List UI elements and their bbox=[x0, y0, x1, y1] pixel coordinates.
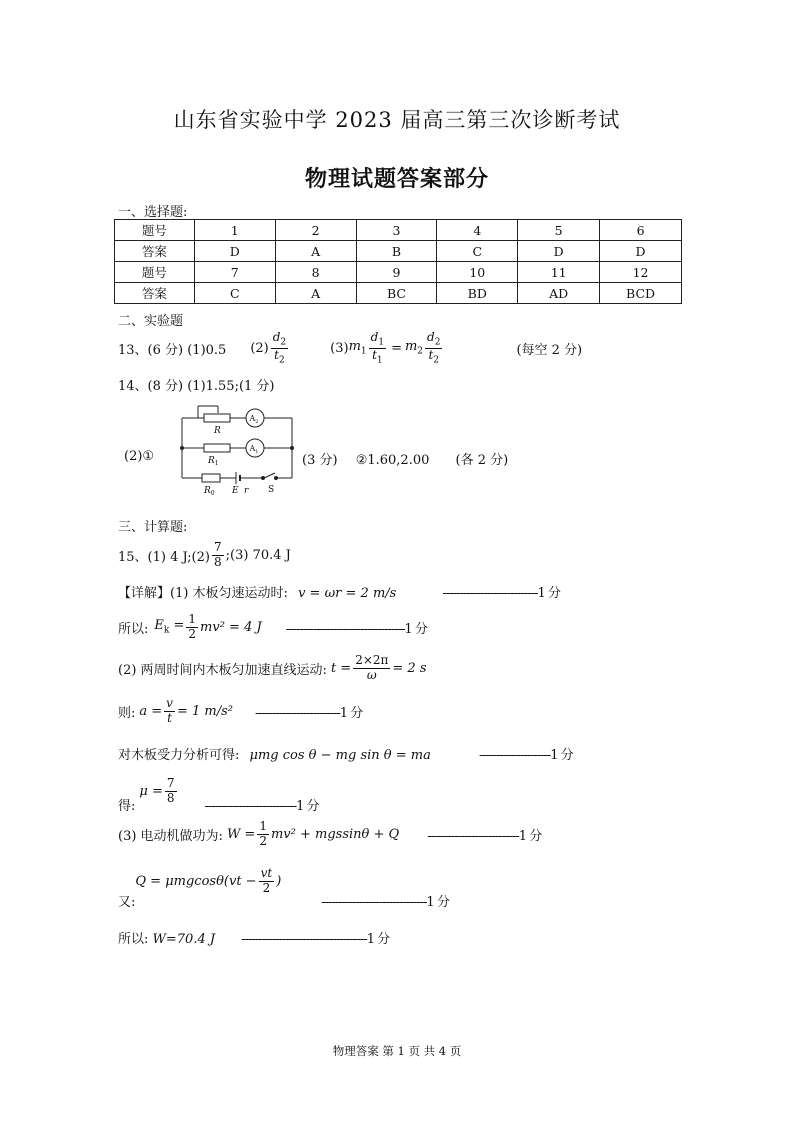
answer-table-row bbox=[115, 262, 682, 283]
q15-summary: 15、(1) 4 J;(2) $\frac{7}{8}$ ;(3) 70.4 J bbox=[118, 539, 291, 569]
answer-table-row bbox=[115, 220, 682, 241]
answer-table-cell: 答案 bbox=[115, 241, 195, 262]
answer-table-cell: 3 bbox=[356, 220, 437, 241]
answer-table-cell: AD bbox=[518, 283, 600, 304]
label-S: S bbox=[268, 485, 275, 495]
detail-line-7: (3) 电动机做功为: W = $\frac{1}{2}$ mv² + mgssinθ + Q ---------------------------1 分 bbox=[118, 818, 542, 848]
detail-line-5: 对木板受力分析可得: μmg cos θ − mg sin θ = ma ---------------------1 分 bbox=[118, 748, 573, 763]
q13-m1: $m_1$ bbox=[348, 339, 367, 357]
ammeter-A1: $A_1$ bbox=[249, 444, 259, 455]
answer-table-cell: C bbox=[194, 283, 275, 304]
ammeter-A2: $A_2$ bbox=[249, 414, 259, 425]
q13-note: (每空 2 分) bbox=[516, 342, 583, 358]
answer-table-cell: BD bbox=[437, 283, 518, 304]
section3-heading: 三、计算题: bbox=[118, 520, 188, 535]
label-R0: $R_0$ bbox=[204, 486, 215, 495]
answer-table-cell: 10 bbox=[437, 262, 518, 283]
answer-table-cell: 8 bbox=[275, 262, 356, 283]
answer-table-row bbox=[115, 241, 682, 262]
multiple-choice-answer-table bbox=[114, 219, 682, 304]
q13-fraction-d2-t2: $\frac{d_2}{t_2}$ bbox=[272, 329, 287, 365]
answer-table-cell: 1 bbox=[194, 220, 275, 241]
q13-prefix: 13、(6 分) (1)0.5 bbox=[118, 342, 227, 358]
q13-answer bbox=[118, 328, 582, 368]
label-R1: $R_1$ bbox=[208, 456, 219, 467]
answer-table-cell: 9 bbox=[356, 262, 437, 283]
answer-table-cell: BC bbox=[356, 283, 437, 304]
q14-part2-label: (2)① bbox=[124, 449, 155, 464]
detail-line-9: 所以: W=70.4 J -------------------------------------1 分 bbox=[118, 932, 390, 947]
detail-line-4: 则: a = $\frac{v}{t}$ = 1 m/s² -------------------------1 分 bbox=[118, 695, 363, 725]
q14-line1: 14、(8 分) (1)1.55;(1 分) bbox=[118, 379, 275, 394]
answer-table-cell: D bbox=[194, 241, 275, 262]
answer-subtitle: 物理试题答案部分 bbox=[304, 167, 489, 192]
section2-heading: 二、实验题 bbox=[118, 314, 184, 329]
answer-table-cell: 6 bbox=[600, 220, 682, 241]
detail-line-1: 【详解】(1) 木板匀速运动时: v = ωr = 2 m/s ----------------------------1 分 bbox=[118, 586, 560, 601]
q14-part2-answer: (3 分) ②1.60,2.00 (各 2 分) bbox=[302, 453, 509, 468]
answer-table-cell: 4 bbox=[437, 220, 518, 241]
answer-table-cell: 11 bbox=[518, 262, 600, 283]
q13-part3-label: (3) bbox=[330, 340, 349, 356]
answer-table-cell: 12 bbox=[600, 262, 682, 283]
circuit-diagram bbox=[174, 403, 298, 495]
answer-table-cell: 2 bbox=[275, 220, 356, 241]
answer-table-cell: 题号 bbox=[115, 220, 195, 241]
answer-table-cell: C bbox=[437, 241, 518, 262]
answer-table-cell: 5 bbox=[518, 220, 600, 241]
page-footer: 物理答案 第 1 页 共 4 页 bbox=[332, 1044, 462, 1058]
answer-table-cell: D bbox=[600, 241, 682, 262]
answer-table-cell: A bbox=[275, 241, 356, 262]
answer-table-cell: D bbox=[518, 241, 600, 262]
label-E: E bbox=[232, 486, 239, 495]
answer-table-row bbox=[115, 283, 682, 304]
answer-table-cell: 题号 bbox=[115, 262, 195, 283]
detail-line-6: 得: μ = $\frac{7}{8}$ ---------------------------1 分 bbox=[118, 776, 319, 814]
detail-line-3: (2) 两周时间内木板匀加速直线运动: t = $\frac{2\times 2\pi}{\omega}$ = 2 s bbox=[118, 652, 427, 682]
answer-table-cell: BCD bbox=[600, 283, 682, 304]
answer-table-cell: A bbox=[275, 283, 356, 304]
label-R: R bbox=[214, 426, 221, 436]
q13-fraction-d2-t2-b: $\frac{d_2}{t_2}$ bbox=[427, 329, 441, 365]
q13-part2-label: (2) bbox=[250, 340, 269, 356]
q13-m2: $m_2$ bbox=[404, 339, 424, 357]
detail-line-2: 所以: $E_k$ = $\frac{1}{2}$ mv² = 4 J -----------------------------------1 分 bbox=[118, 611, 427, 641]
answer-table-cell: 7 bbox=[194, 262, 275, 283]
answer-table-cell: 答案 bbox=[115, 283, 195, 304]
answer-table-cell: B bbox=[356, 241, 437, 262]
q13-fraction-d1-t1: $\frac{d_1}{t_1}$ bbox=[370, 329, 385, 365]
label-r: r bbox=[244, 486, 249, 495]
section1-heading: 一、选择题: bbox=[118, 205, 188, 220]
exam-title: 山东省实验中学 2023 届高三第三次诊断考试 bbox=[173, 108, 621, 132]
detail-line-8: 又: Q = μmgcosθ(vt − $\frac{vt}{2}$ ) -------------------------------1 分 bbox=[118, 866, 449, 910]
q13-equals: = bbox=[391, 340, 402, 356]
